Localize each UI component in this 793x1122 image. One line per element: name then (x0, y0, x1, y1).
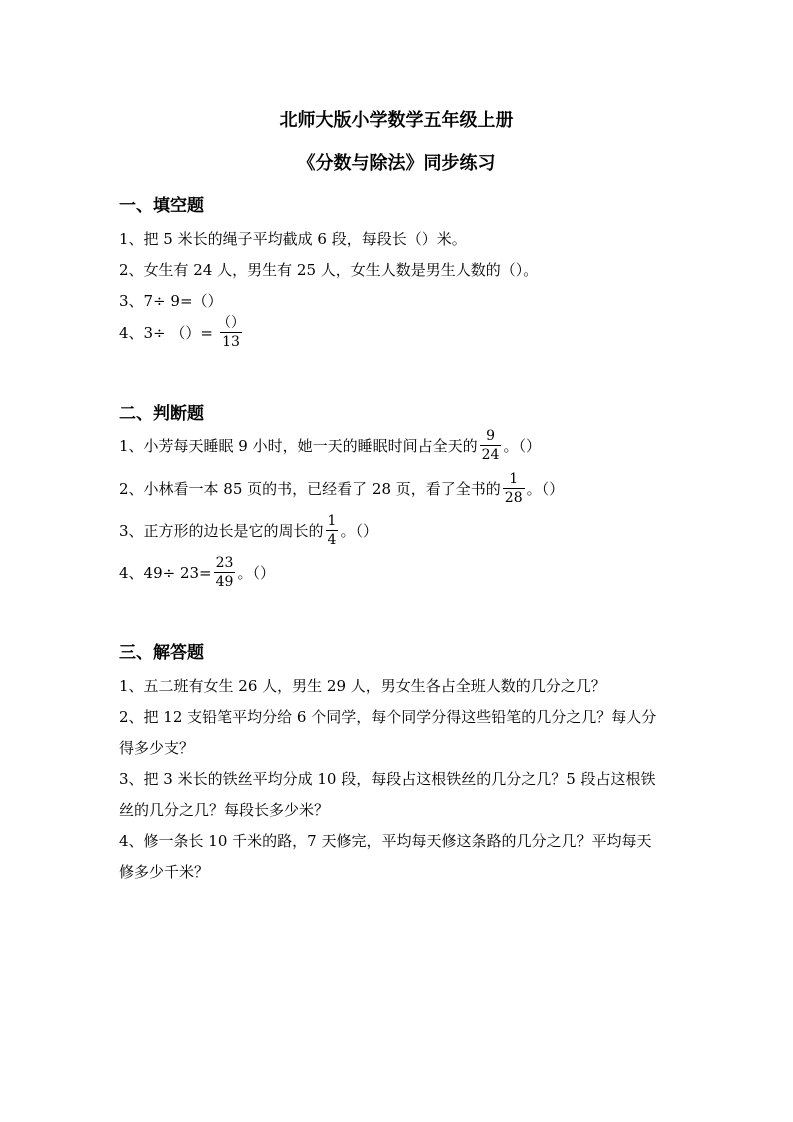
question-text: 丝的几分之几？每段长多少米？ (119, 801, 330, 819)
question-text-suffix: 。（） (340, 522, 378, 540)
fraction (326, 514, 339, 547)
question-text: 3、正方形的边长是它的周长的 (119, 522, 324, 540)
document-title: 北师大版小学数学五年级上册 (279, 110, 514, 131)
question-text: 3、7÷ 9=（） (119, 292, 223, 310)
question-text: 4、49÷ 23= (119, 564, 212, 582)
section-heading-fill-blank: 一、填空题 (119, 196, 204, 216)
question-with-fraction (119, 316, 249, 349)
question-text: 3、把 3 米长的铁丝平均分成 10 段，每段占这根铁丝的几分之几？5 段占这根铁 (119, 770, 656, 788)
question-text: 1、五二班有女生 26 人，男生 29 人，男女生各占全班人数的几分之几？ (119, 677, 606, 695)
fraction-numerator: （） (217, 315, 245, 331)
fraction (503, 472, 525, 505)
fraction (480, 429, 502, 462)
fraction-denominator: 28 (504, 490, 523, 506)
question-text: 1、小芳每天睡眠 9 小时，她一天的睡眠时间占全天的 (119, 437, 478, 455)
section-heading-word-problems: 三、解答题 (119, 643, 204, 663)
question-text-suffix: 。（） (526, 480, 565, 498)
fraction-denominator: 13 (222, 334, 240, 350)
question-text: 修多少千米？ (119, 863, 210, 881)
question-text-suffix: 。（） (237, 564, 275, 582)
question-text: 4、3÷ （）= (119, 324, 213, 342)
section-heading-true-false: 二、判断题 (119, 404, 204, 424)
fraction (214, 556, 236, 589)
question-with-fraction (119, 556, 275, 589)
fraction-denominator: 4 (327, 532, 337, 548)
fraction-numerator: 1 (327, 513, 337, 529)
document-subtitle: 《分数与除法》同步练习 (297, 153, 496, 174)
question-text: 4、修一条长 10 千米的路，7 天修完，平均每天修这条路的几分之几？平均每天 (119, 832, 652, 850)
fraction-numerator: 9 (486, 428, 496, 444)
question-with-fraction (119, 429, 541, 462)
question-text: 2、小林看一本 85 页的书，已经看了 28 页，看了全书的 (119, 480, 501, 498)
question-with-fraction (119, 472, 564, 505)
fraction-denominator: 49 (215, 574, 234, 590)
question-text: 2、女生有 24 人，男生有 25 人，女生人数是男生人数的（）。 (119, 261, 539, 279)
question-text: 1、把 5 米长的绳子平均截成 6 段，每段长（）米。 (119, 230, 467, 248)
question-text: 得多少支？ (119, 739, 195, 757)
question-text-suffix: 。（） (503, 437, 541, 455)
fraction-numerator: 23 (215, 555, 234, 571)
fraction-denominator: 24 (481, 447, 500, 463)
fraction-numerator: 1 (509, 471, 519, 487)
fraction (215, 316, 247, 349)
question-text: 2、把 12 支铅笔平均分给 6 个同学，每个同学分得这些铅笔的几分之几？每人分 (119, 708, 657, 726)
question-with-fraction (119, 514, 378, 547)
